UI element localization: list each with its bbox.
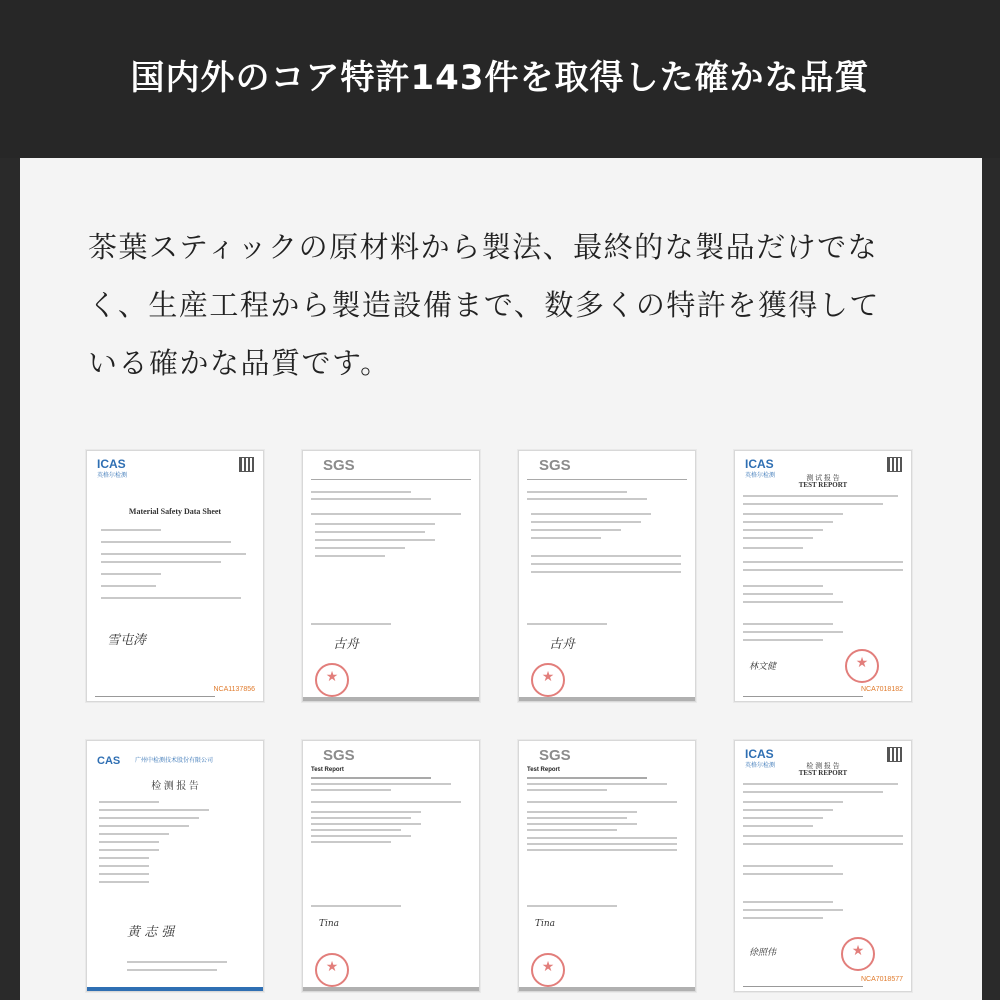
certificate-document [86, 740, 264, 992]
document-title: Test Report [527, 767, 560, 773]
signature: 古舟 [549, 637, 576, 652]
document-title: Test Report [311, 767, 344, 773]
sgs-logo: SGS [323, 457, 355, 474]
description-line: 茶葉スティックの原材料から製法、最終的な製品だけでな [88, 230, 879, 264]
signature: 徐照伟 [749, 948, 777, 958]
icas-logo-sub: 英格尔检测 [745, 473, 776, 479]
seal-stamp-icon [531, 663, 565, 697]
signature: 雪屯涛 [107, 633, 147, 648]
certificate-document [734, 450, 912, 702]
signature: 古舟 [333, 637, 360, 652]
document-title: 测 试 报 告 [806, 474, 840, 482]
seal-stamp-icon [531, 953, 565, 987]
icas-logo: ICAS [97, 457, 126, 471]
document-title: Material Safety Data Sheet [128, 507, 222, 516]
document-serial: NCA7018182 [860, 686, 903, 693]
seal-stamp-icon [841, 937, 875, 971]
icas-logo-sub: 英格尔检测 [97, 473, 128, 479]
header-banner [0, 0, 1000, 158]
document-title: 检 测 报 告 [151, 781, 199, 792]
signature: 黄 志 强 [127, 925, 175, 940]
certificate-document [86, 450, 264, 702]
sgs-logo: SGS [323, 747, 355, 764]
page-title: 国内外のコア特許143件を取得した確かな品質 [130, 58, 870, 98]
qr-code-icon [239, 457, 254, 472]
description-line: いる確かな品質です。 [88, 346, 391, 380]
sgs-logo: SGS [539, 747, 571, 764]
seal-stamp-icon [845, 649, 879, 683]
document-title: 检 测 报 告 [806, 762, 840, 770]
signature: 林文健 [749, 662, 777, 672]
certificate-document [734, 740, 912, 992]
document-serial: NCA7018577 [860, 976, 903, 983]
signature: Tina [319, 919, 340, 929]
signature: Tina [535, 919, 556, 929]
description-line: く、生産工程から製造設備まで、数多くの特許を獲得して [88, 288, 880, 322]
icas-logo: ICAS [745, 457, 774, 471]
description-text [88, 218, 908, 392]
document-serial: NCA1137856 [213, 686, 255, 693]
certificate-document [518, 740, 696, 992]
cas-logo-sub: 广州中检测技术股份有限公司 [135, 758, 214, 764]
cas-logo: CAS [97, 755, 121, 767]
icas-logo: ICAS [745, 747, 774, 761]
certificate-document [518, 450, 696, 702]
icas-logo-sub: 英格尔检测 [745, 763, 776, 769]
qr-code-icon [887, 457, 902, 472]
seal-stamp-icon [315, 953, 349, 987]
certificate-document [302, 450, 480, 702]
document-title-en: TEST REPORT [798, 769, 848, 777]
qr-code-icon [887, 747, 902, 762]
sgs-logo: SGS [539, 457, 571, 474]
seal-stamp-icon [315, 663, 349, 697]
certificate-document [302, 740, 480, 992]
document-title-en: TEST REPORT [798, 481, 848, 489]
